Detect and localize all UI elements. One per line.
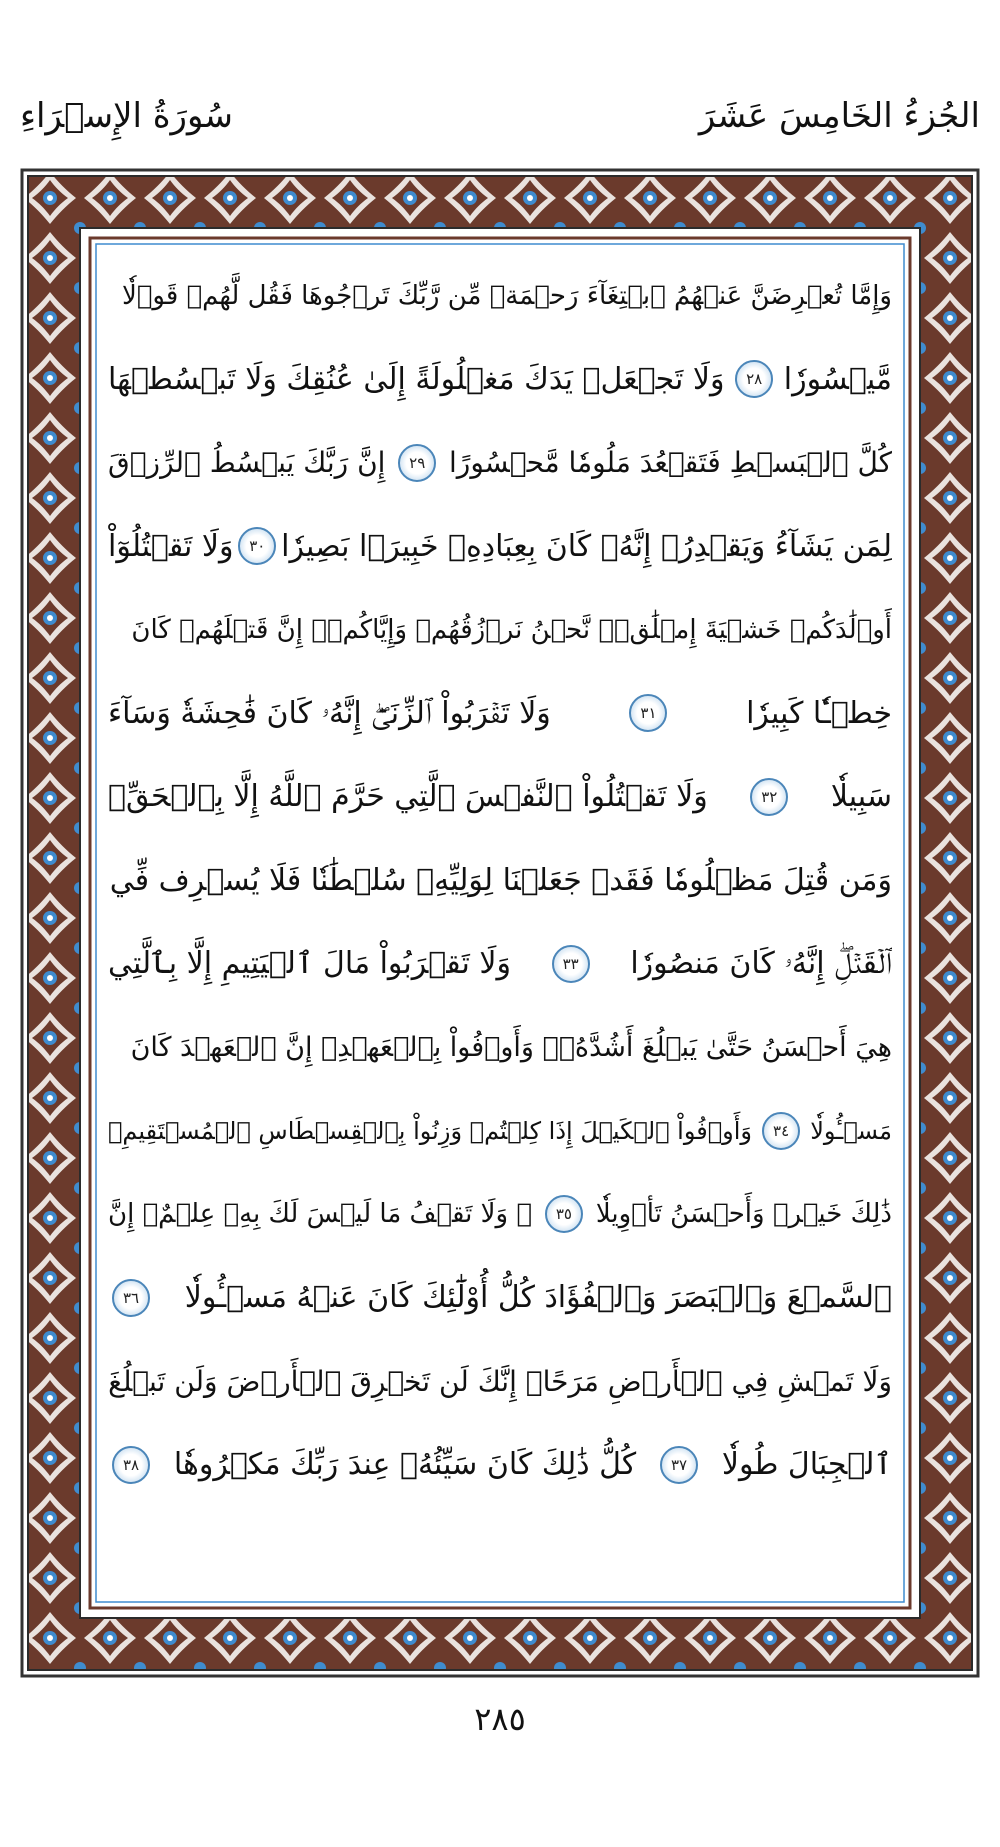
verse-text-segment: وَلَا تَقۡتُلُوٓاْ bbox=[108, 528, 234, 564]
verse-line bbox=[108, 1256, 892, 1340]
verse-line bbox=[108, 1173, 892, 1257]
verse-text-segment: وَلَا تَقۡرَبُواْ ٱلزِّنَىٰٓۖ إِنَّهُۥ كَانَ فَٰحِشَةٗ وَسَآءَ bbox=[108, 695, 551, 731]
surah-title: سُورَةُ الإِسۡرَاءِ bbox=[20, 96, 234, 136]
verse-line bbox=[108, 1340, 892, 1424]
ayah-number-marker: ٣١ bbox=[629, 694, 667, 732]
ayah-number-marker: ٣٢ bbox=[750, 778, 788, 816]
verse-text-segment: ٱلۡجِبَالَ طُولٗا bbox=[721, 1447, 892, 1483]
verse-text-segment: إِنَّ رَبَّكَ يَبۡسُطُ ٱلرِّزۡقَ bbox=[108, 446, 386, 480]
verse-line bbox=[108, 755, 892, 839]
verse-text-segment: خِطۡـٔٗا كَبِيرٗا bbox=[746, 695, 892, 731]
ayah-number-marker: ٣٣ bbox=[552, 945, 590, 983]
ornamental-frame bbox=[20, 168, 980, 1678]
verse-text-segment: ٱلۡقَتۡلِۖ إِنَّهُۥ كَانَ مَنصُورٗا bbox=[630, 946, 892, 982]
ayah-number-marker: ٣٦ bbox=[112, 1279, 150, 1317]
verse-text-segment: ٱلسَّمۡعَ وَٱلۡبَصَرَ وَٱلۡفُؤَادَ كُلُّ أُوْلَٰٓئِكَ كَانَ عَنۡهُ مَسۡـُٔولٗا bbox=[184, 1280, 892, 1316]
verse-text-segment: وَلَا تَمۡشِ فِي ٱلۡأَرۡضِ مَرَحًاۖ إِنَّكَ لَن تَخۡرِقَ ٱلۡأَرۡضَ وَلَن تَبۡلُغَ bbox=[108, 1364, 892, 1398]
ayah-number-marker: ٣٧ bbox=[660, 1446, 698, 1484]
verse-text-segment: أَوۡلَٰدَكُمۡ خَشۡيَةَ إِمۡلَٰقٖۖ نَّحۡنُ نَرۡزُقُهُمۡ وَإِيَّاكُمۡۚ إِنَّ قَتۡلَهُمۡ كَانَ bbox=[131, 614, 892, 645]
ayah-number-marker: ٣٨ bbox=[112, 1446, 150, 1484]
ayah-number-marker: ٢٨ bbox=[735, 360, 773, 398]
verse-text-segment: وَأَوۡفُواْ ٱلۡكَيۡلَ إِذَا كِلۡتُمۡ وَزِنُواْ بِٱلۡقِسۡطَاسِ ٱلۡمُسۡتَقِيمِۚ bbox=[108, 1116, 752, 1145]
page-header bbox=[20, 96, 980, 156]
verse-text-segment: وَلَا تَقۡتُلُواْ ٱلنَّفۡسَ ٱلَّتِي حَرَّمَ ٱللَّهُ إِلَّا بِٱلۡحَقِّۗ bbox=[108, 779, 708, 815]
verse-text-segment: ذَٰلِكَ خَيۡرٞ وَأَحۡسَنُ تَأۡوِيلٗا bbox=[595, 1199, 892, 1230]
verse-text-segment: وَمَن قُتِلَ مَظۡلُومٗا فَقَدۡ جَعَلۡنَا لِوَلِيِّهِۦ سُلۡطَٰنٗا فَلَا يُسۡرِف فِّي bbox=[109, 862, 892, 898]
verse-line bbox=[108, 1423, 892, 1507]
verse-text-segment: كُلَّ ٱلۡبَسۡطِ فَتَقۡعُدَ مَلُومٗا مَّحۡسُورًا bbox=[449, 446, 892, 480]
verse-text-segment: وَلَا تَجۡعَلۡ يَدَكَ مَغۡلُولَةً إِلَىٰ عُنُقِكَ وَلَا تَبۡسُطۡهَا bbox=[108, 361, 725, 397]
verse-text-segment: كُلُّ ذَٰلِكَ كَانَ سَيِّئُهُۥ عِندَ رَبِّكَ مَكۡرُوهٗا bbox=[173, 1447, 637, 1483]
verse-text-segment: سَبِيلٗا bbox=[830, 779, 892, 815]
verse-text-segment: هِيَ أَحۡسَنُ حَتَّىٰ يَبۡلُغَ أَشُدَّهُۥۚ وَأَوۡفُواْ بِٱلۡعَهۡدِۖ إِنَّ ٱلۡعَهۡدَ كَانَ bbox=[130, 1031, 892, 1063]
verse-line bbox=[108, 922, 892, 1006]
verse-text-segment: لِمَن يَشَآءُ وَيَقۡدِرُۚ إِنَّهُۥ كَانَ بِعِبَادِهِۦ خَبِيرَۢا بَصِيرٗا bbox=[281, 528, 892, 564]
verse-text bbox=[108, 254, 892, 1590]
verse-line bbox=[108, 1089, 892, 1173]
verse-line bbox=[108, 672, 892, 756]
ayah-number-marker: ٢٩ bbox=[398, 444, 436, 482]
ayah-number-marker: ٣٥ bbox=[545, 1195, 583, 1233]
verse-line bbox=[108, 338, 892, 422]
verse-text-segment: وَإِمَّا تُعۡرِضَنَّ عَنۡهُمُ ٱبۡتِغَآءَ رَحۡمَةٖ مِّن رَّبِّكَ تَرۡجُوهَا فَقُل لَّهُمۡ قَوۡلٗا bbox=[121, 280, 892, 311]
page-number: ٢٨٥ bbox=[474, 1700, 526, 1738]
verse-text-segment: وَلَا تَقۡرَبُواْ مَالَ ٱلۡيَتِيمِ إِلَّا بِٱلَّتِي bbox=[108, 946, 511, 982]
ayah-number-marker: ٣٠ bbox=[238, 527, 276, 565]
verse-line bbox=[108, 254, 892, 338]
verse-text-segment: مَّيۡسُورٗا bbox=[783, 361, 892, 397]
verse-text-segment: مَسۡـُٔولٗا bbox=[810, 1116, 892, 1145]
verse-line bbox=[108, 505, 892, 589]
verse-text-segment: ۞ وَلَا تَقۡفُ مَا لَيۡسَ لَكَ بِهِۦ عِلۡمٌۚ إِنَّ bbox=[108, 1199, 532, 1230]
juz-title: الجُزءُ الخَامِسَ عَشَرَ bbox=[698, 96, 980, 136]
verse-line bbox=[108, 421, 892, 505]
ayah-number-marker: ٣٤ bbox=[762, 1112, 800, 1150]
verse-line bbox=[108, 1006, 892, 1090]
verse-line bbox=[108, 588, 892, 672]
verse-line bbox=[108, 839, 892, 923]
